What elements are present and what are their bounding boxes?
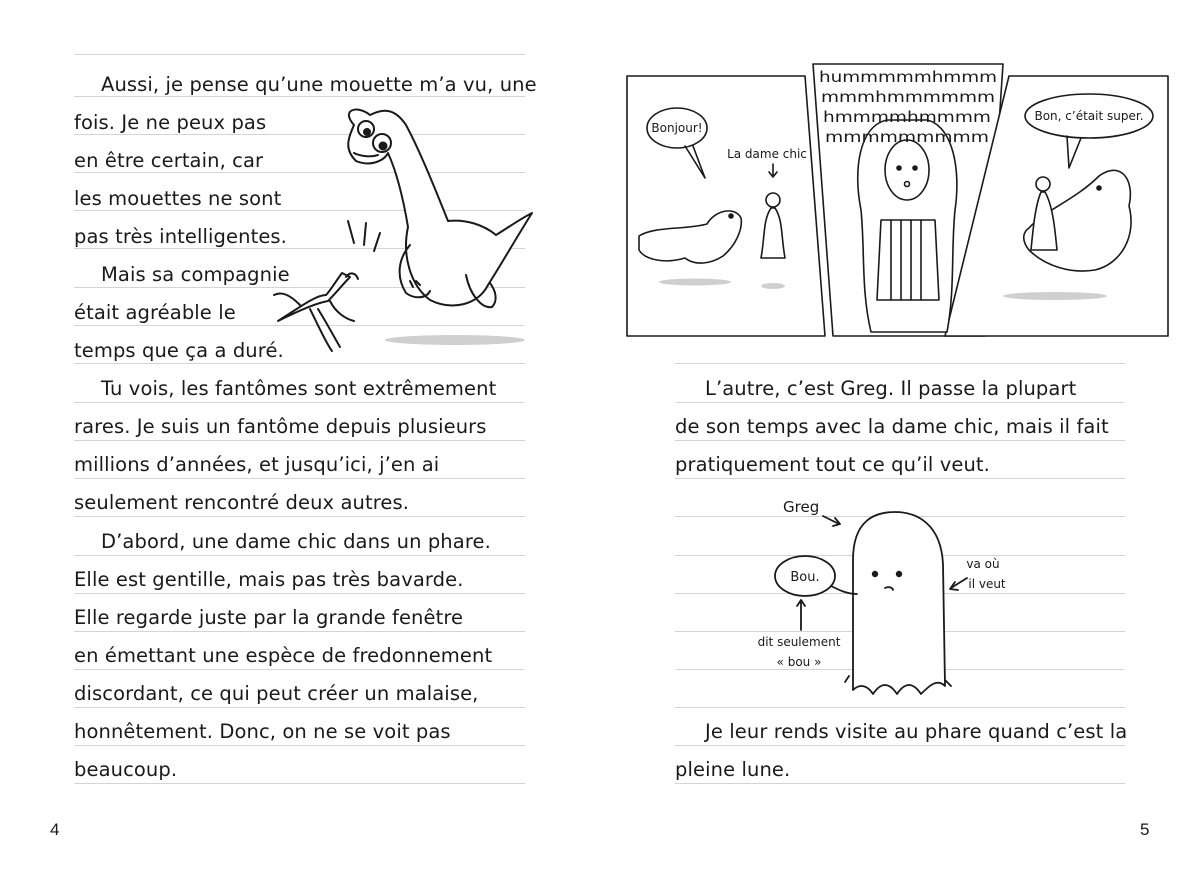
- dinosaur-seagull-illustration: [270, 95, 540, 370]
- text-line: rares. Je suis un fantôme depuis plusieurs: [74, 415, 487, 438]
- ruled-line: [675, 783, 1125, 784]
- text-line: discordant, ce qui peut créer un malaise,: [74, 682, 479, 705]
- text-line: L’autre, c’est Greg. Il passe la plupart: [705, 377, 1077, 400]
- ruled-line: [74, 402, 525, 403]
- page-number: 4: [50, 820, 60, 839]
- page-number: 5: [1140, 820, 1150, 839]
- panel-2-hum-line: mmmmmmmmm: [825, 128, 989, 146]
- ruled-line: [74, 669, 525, 670]
- ruled-line: [675, 745, 1125, 746]
- text-line: les mouettes ne sont: [74, 187, 282, 210]
- ruled-line: [74, 745, 525, 746]
- text-line: Elle regarde juste par la grande fenêtre: [74, 606, 464, 629]
- text-line: pas très intelligentes.: [74, 225, 287, 248]
- text-line: temps que ça a duré.: [74, 339, 284, 362]
- text-line: Elle est gentille, mais pas très bavarde.: [74, 568, 464, 591]
- text-line: D’abord, une dame chic dans un phare.: [101, 530, 491, 553]
- ruled-line: [74, 478, 525, 479]
- text-line: pleine lune.: [675, 758, 791, 781]
- greg-caption-line: « bou »: [776, 655, 822, 669]
- ruled-line: [74, 593, 525, 594]
- text-line: en émettant une espèce de fredonnement: [74, 644, 493, 667]
- panel-2-hum-line: hmmmmhmmmm: [823, 108, 991, 126]
- greg-note-line: il veut: [968, 577, 1006, 591]
- panel-2-hum-line: mmmhmmmmmm: [821, 88, 995, 106]
- text-line: Je leur rends visite au phare quand c’est la: [705, 720, 1128, 743]
- panel-3-bubble-text: Bon, c’était super.: [1034, 109, 1144, 123]
- ruled-line: [74, 440, 525, 441]
- greg-name-label: Greg: [783, 498, 820, 516]
- text-line: fois. Je ne peux pas: [74, 111, 267, 134]
- ruled-line: [74, 783, 525, 784]
- ruled-line: [74, 555, 525, 556]
- text-line: Tu vois, les fantômes sont extrêmement: [101, 377, 497, 400]
- ruled-line: [74, 707, 525, 708]
- greg-ghost-illustration: [745, 490, 1025, 705]
- comic-strip: [625, 60, 1170, 342]
- ruled-line: [675, 478, 1125, 479]
- text-line: pratiquement tout ce qu’il veut.: [675, 453, 990, 476]
- ruled-line: [675, 707, 1125, 708]
- panel-1-bubble-text: Bonjour!: [651, 121, 703, 135]
- ruled-line: [675, 363, 1125, 364]
- text-line: beaucoup.: [74, 758, 178, 781]
- text-line: honnêtement. Donc, on ne se voit pas: [74, 720, 451, 743]
- text-line: seulement rencontré deux autres.: [74, 491, 410, 514]
- text-line: de son temps avec la dame chic, mais il fait: [675, 415, 1109, 438]
- text-line: était agréable le: [74, 301, 236, 324]
- ruled-line: [74, 516, 525, 517]
- text-line: Mais sa compagnie: [101, 263, 290, 286]
- text-line: millions d’années, et jusqu’ici, j’en ai: [74, 453, 440, 476]
- greg-note-line: va où: [966, 557, 1000, 571]
- text-line: Aussi, je pense qu’une mouette m’a vu, une: [101, 73, 537, 96]
- ruled-line: [675, 402, 1125, 403]
- greg-bubble-text: Bou.: [790, 570, 820, 585]
- panel-2-hum-line: hummmmmhmmm: [819, 68, 997, 86]
- ruled-line: [74, 631, 525, 632]
- greg-caption-line: dit seulement: [757, 635, 841, 649]
- ruled-line: [675, 440, 1125, 441]
- panel-1-label: La dame chic: [727, 147, 807, 161]
- text-line: en être certain, car: [74, 149, 264, 172]
- right-page: [600, 0, 1200, 872]
- ruled-line: [74, 54, 525, 55]
